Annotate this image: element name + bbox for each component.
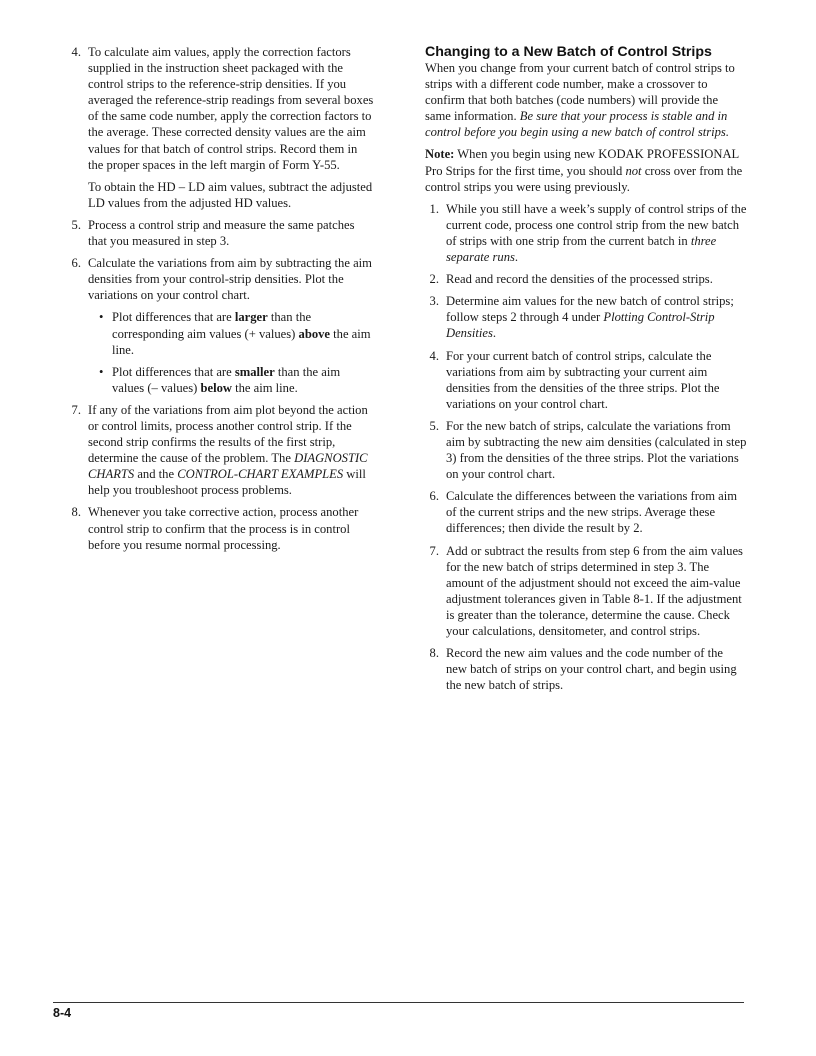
step-number: 8. [71, 505, 81, 520]
bullet-item-smaller [88, 364, 374, 396]
footer-rule [53, 1002, 744, 1003]
crossover-step-4 [425, 348, 747, 412]
step-number: 5. [429, 418, 439, 433]
section-heading: Changing to a New Batch of Control Strips [425, 44, 712, 60]
italic-reference: CONTROL-CHART EXAMPLES [177, 467, 344, 482]
step-number: 1. [429, 201, 439, 216]
italic-reference: Plotting Control-Strip Densities [446, 310, 715, 341]
intro-paragraph [425, 60, 747, 140]
crossover-step-8 [425, 645, 747, 693]
step-number: 5. [71, 217, 81, 232]
bold-term: smaller [234, 364, 275, 379]
bullet-text-part: the aim line. [112, 326, 371, 357]
step-text: Record the new aim values and the code number of the new batch of strips on your control chart, and begin using the new batch of strips. [446, 646, 737, 693]
step-4 [67, 44, 374, 211]
bullet-glyph: • [99, 364, 104, 379]
left-column [67, 44, 374, 559]
step-text: For your current batch of control strips, calculate the variations from aim by subtracting your current aim densities from the densities of the three strips. Plot the variations on your control chart. [446, 348, 720, 411]
step-5 [67, 217, 374, 249]
crossover-step-1 [425, 201, 747, 265]
bullet-text-part: than the corresponding aim values (+ values) [112, 310, 312, 341]
step-6 [67, 255, 374, 396]
step-8 [67, 504, 374, 552]
step-text-part: While you still have a week’s supply of control strips of the current code, process one control strip from the new batch of strips with one strip from the current batch in [446, 201, 747, 248]
crossover-step-6 [425, 488, 747, 536]
crossover-steps [425, 201, 747, 694]
bullet-item-larger [88, 309, 374, 357]
step-number: 2. [429, 272, 439, 287]
step-text-part: . [492, 326, 497, 341]
step-number: 7. [71, 402, 81, 417]
step-text-part: If any of the variations from aim plot beyond the action or control limits, process another control strip. If the second strip confirms the results of the first strip, determine the cause of the problem. The [88, 402, 368, 466]
italic-phrase: three separate runs [446, 233, 717, 265]
crossover-step-7 [425, 543, 747, 640]
step-number: 7. [429, 543, 439, 558]
step-text [446, 293, 747, 341]
bullet-list [88, 309, 374, 395]
bullet-text-part: Plot differences that are [112, 310, 235, 325]
step-text: Process a control strip and measure the same patches that you measured in step 3. [88, 217, 355, 249]
step-number: 6. [71, 256, 81, 271]
crossover-step-2 [425, 271, 747, 287]
note-text: When you begin using new KODAK PROFESSIONAL Pro Strips for the first time, you should [425, 147, 739, 178]
step-text: Calculate the differences between the variations from aim of the current strips and the new strips. Average these differences; then divide the result by 2. [446, 489, 738, 536]
intro-emphasis: Be sure that your process is stable and in control before you begin using a new batch of control strips. [425, 109, 729, 140]
step-text-part: will help you troubleshoot process problems. [88, 467, 366, 498]
bullet-glyph: • [99, 310, 104, 325]
right-column [425, 44, 747, 699]
bold-term: below [200, 380, 232, 395]
intro-text: When you change from your current batch of control strips to strips with a different code number, make a crossover to confirm that both batches (code numbers) will provide the same information. [425, 61, 735, 124]
step-text: Calculate the variations from aim by subtracting the aim densities from your control-strip densities. Plot the variations on your control chart. [88, 256, 372, 303]
step-number: 4. [71, 45, 81, 59]
step-text-part: and the [134, 467, 178, 482]
bold-term: above [298, 326, 330, 341]
bold-term: larger [234, 310, 268, 325]
bullet-text-part: the aim line. [231, 380, 298, 395]
note-text: cross over from the control strips you were using previously. [425, 163, 743, 194]
step-number: 6. [429, 489, 439, 504]
bullet-text-part: Plot differences that are [112, 364, 235, 379]
page-number: 8-4 [53, 1006, 72, 1020]
step-text [446, 201, 747, 265]
step-text: To calculate aim values, apply the correction factors supplied in the instruction sheet packaged with the control strips to the reference-strip densities. If you averaged the reference-strip readings from several boxes of the same code number, apply the correction factors to the average. These corrected density values are the aim values for that batch of control strips. Record them in the proper spaces in the left margin of Form Y-55. [88, 45, 374, 172]
italic-reference: DIAGNOSTIC CHARTS [88, 451, 368, 482]
step-subparagraph: To obtain the HD – LD aim values, subtract the adjusted LD values from the adjusted HD values. [88, 179, 373, 210]
note-emphasis: not [625, 163, 642, 178]
step-text-part: . [514, 250, 519, 265]
step-text: Read and record the densities of the processed strips. [446, 272, 713, 287]
step-number: 8. [429, 646, 439, 661]
step-text: Add or subtract the results from step 6 from the aim values for the new batch of strips determined in step 3. The amount of the adjustment should not exceed the aim-value adjustment tolerances given in Table 8-1. If the adjustment is greater than the tolerance, determine the cause. Check your calculations, densitometer, and control strips. [446, 543, 743, 638]
step-number: 3. [429, 294, 439, 309]
step-text: For the new batch of strips, calculate the variations from aim by subtracting the new aim densities (calculated in step 3) from the densities of the three strips. Plot the variations on your control chart. [446, 418, 747, 482]
note-paragraph [425, 146, 747, 194]
step-text-part: Determine aim values for the new batch of control strips; follow steps 2 through 4 under [446, 294, 734, 325]
step-7 [67, 402, 374, 499]
note-label: Note: [425, 147, 455, 162]
step-number: 4. [429, 348, 439, 363]
crossover-step-5 [425, 418, 747, 482]
crossover-step-3 [425, 293, 747, 341]
step-text [88, 402, 374, 499]
bullet-text-part: than the aim values (– values) [112, 364, 341, 395]
step-text: Whenever you take corrective action, process another control strip to confirm that the process is in control before you resume normal processing. [88, 505, 359, 552]
procedure-steps-continued [67, 44, 374, 553]
